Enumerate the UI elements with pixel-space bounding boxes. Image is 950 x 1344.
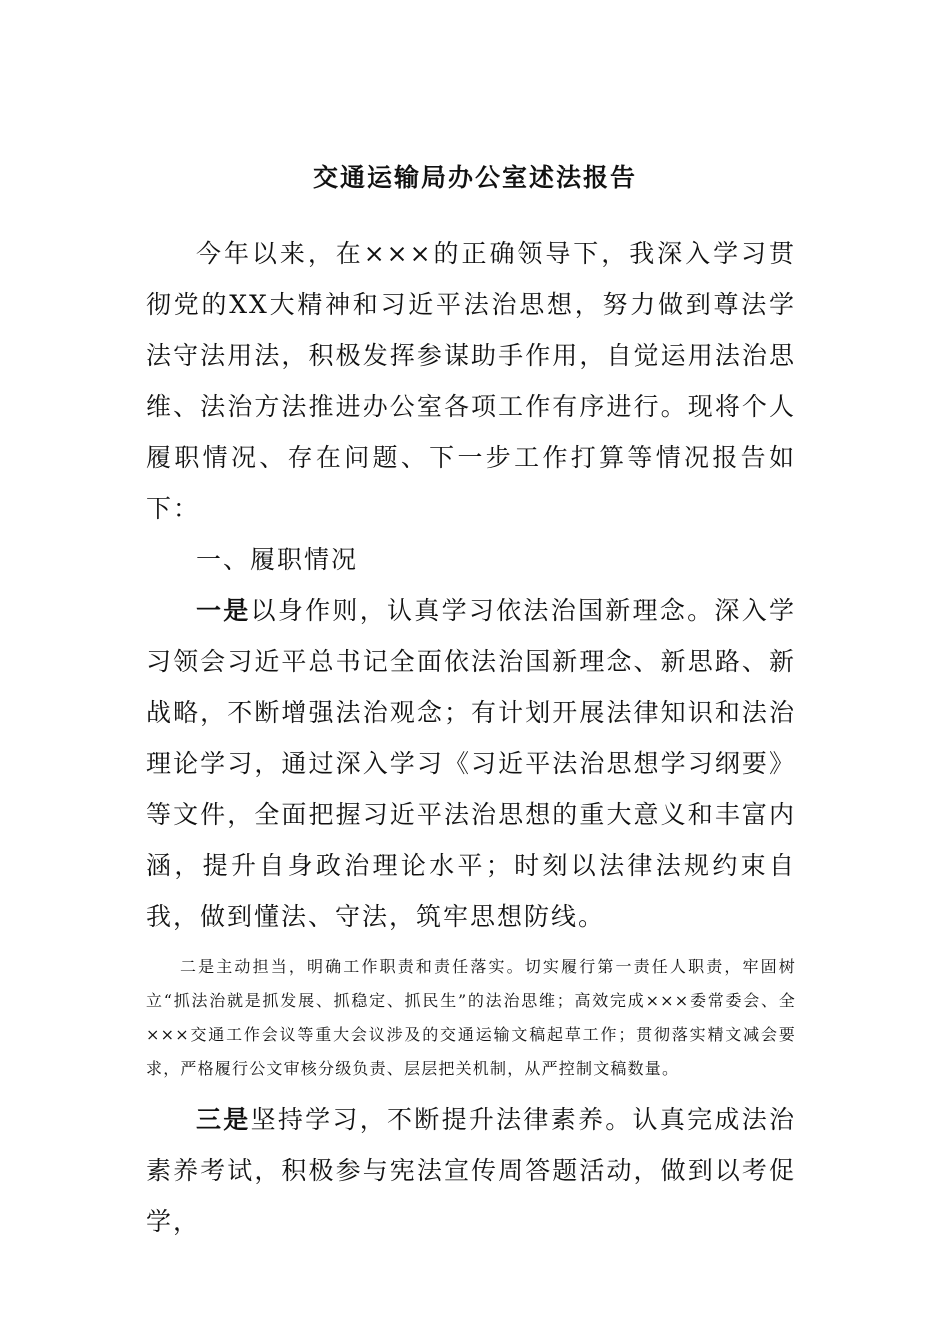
document-body xyxy=(146,228,796,1247)
item-3-lead: 三是 xyxy=(196,1105,251,1134)
item-1-text: 以身作则，认真学习依法治国新理念。深入学习领会习近平总书记全面依法治国新理念、新思路、新战略，不断增强法治观念；有计划开展法律知识和法治理论学习，通过深入学习《习近平法治思想学习纲要》等文件，全面把握习近平法治思想的重大意义和丰富内涵，提升自身政治理论水平；时刻以法律法规约束自我，做到懂法、守法，筑牢思想防线。 xyxy=(146,596,796,931)
item-1-lead: 一是 xyxy=(196,596,251,625)
intro-paragraph: 今年以来，在×××的正确领导下，我深入学习贯彻党的XX大精神和习近平法治思想，努力做到尊法学法守法用法，积极发挥参谋助手作用，自觉运用法治思维、法治方法推进办公室各项工作有序进行。现将个人履职情况、存在问题、下一步工作打算等情况报告如下： xyxy=(146,239,796,523)
section-heading: 一、履职情况 xyxy=(196,545,359,574)
item-3-paragraph xyxy=(146,1094,796,1247)
item-1-paragraph xyxy=(146,585,796,942)
document-title: 交通运输局办公室述法报告 xyxy=(312,163,637,192)
item-2-paragraph: 二是主动担当，明确工作职责和责任落实。切实履行第一责任人职责，牢固树立“抓法治就是抓发展、抓稳定、抓民生”的法治思维；高效完成×××委常委会、全×××交通工作会议等重大会议涉及的交通运输文稿起草工作；贯彻落实精文减会要求，严格履行公文审核分级负责、层层把关机制，从严控制文稿数量。 xyxy=(146,957,796,1078)
item-3-text: 坚持学习，不断提升法律素养。认真完成法治素养考试，积极参与宪法宣传周答题活动，做到以考促学， xyxy=(146,1105,796,1236)
